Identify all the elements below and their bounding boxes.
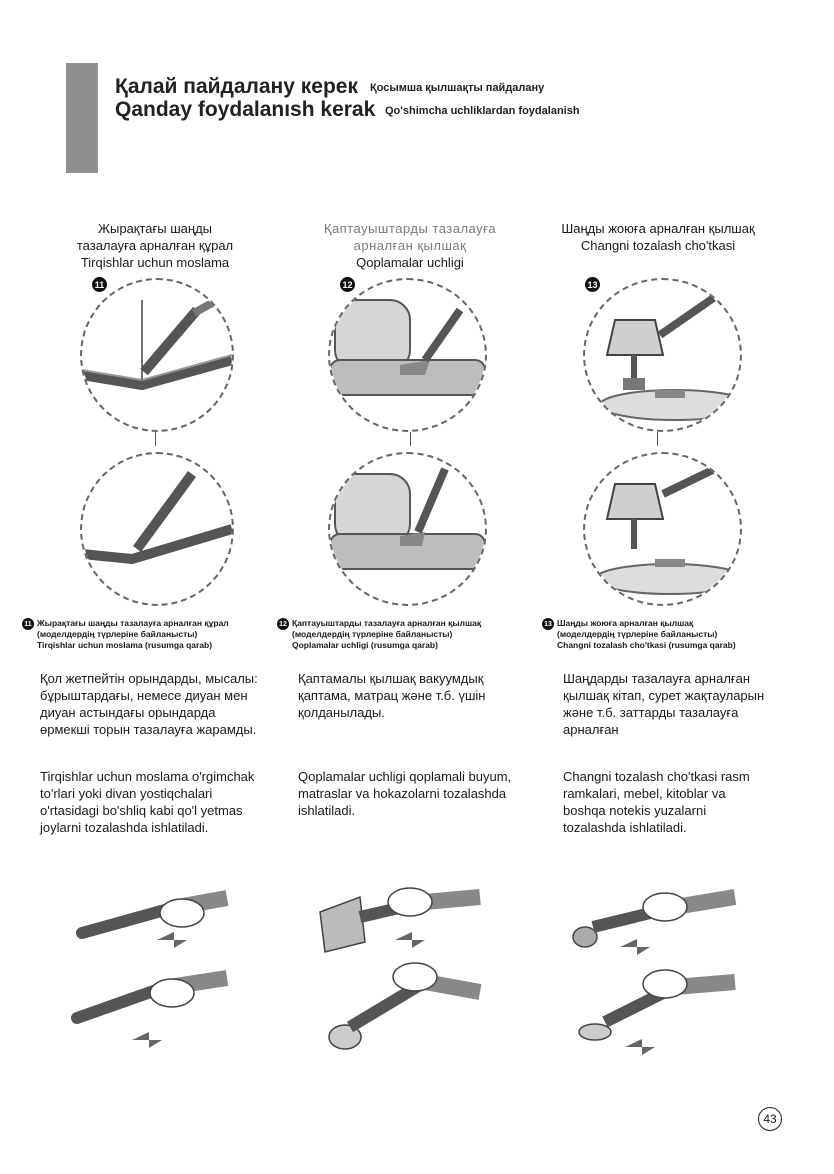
tool-13-description-kz: Шаңдарды тазалауға арналған қылшақ кітап, сурет жақтауларын және т.б. заттарды тазалауға арналған bbox=[563, 671, 765, 737]
tool-11-caption-badge: 11 bbox=[22, 618, 34, 630]
tool-12-number-badge: 12 bbox=[340, 277, 355, 292]
page-number: 43 bbox=[758, 1107, 782, 1131]
connector-line bbox=[155, 432, 156, 446]
dusting-brush-lamp-illustration bbox=[583, 278, 742, 432]
page-subtitle-uz: Qo'shimcha uchliklardan foydalanish bbox=[385, 105, 580, 117]
tool-11-description-uz: Tirqishlar uchun moslama o'rgimchak to'rlari yoki divan yostiqchalari o'rtasidagi bo'shliq kabi qo'l yetmas joylarni tozalashda ishlatiladi. bbox=[40, 769, 255, 835]
crevice-tool-corner-illustration bbox=[80, 278, 234, 432]
header-sidebar-bar bbox=[66, 63, 98, 173]
tool-12-caption: 12 Қаптауыштарды тазалауға арналған қылшақ (моделдердің түрлеріне байланысты) Qoplamalar uchligi (rusumga qarab) bbox=[277, 618, 481, 651]
dusting-brush-table-illustration bbox=[583, 452, 742, 606]
tool-13-label: Шаңды жоюға арналған қылшақ Changni tozalash cho'tkasi bbox=[561, 221, 755, 253]
tool-13-caption: 13 Шаңды жоюға арналған қылшақ (моделдердің түрлеріне байланысты) Changni tozalash cho'tkasi (rusumga qarab) bbox=[542, 618, 736, 651]
tool-12-description-kz: Қаптамалы қылшақ вакуумдық қаптама, матрац және т.б. үшін қолданылады. bbox=[298, 671, 486, 720]
upholstery-tool-attach-illustration bbox=[305, 872, 485, 1062]
page-title-uz: Qanday foydalanısh kerak bbox=[115, 98, 376, 121]
tool-13-description-uz: Changni tozalash cho'tkasi rasm ramkalari, mebel, kitoblar va boshqa notekis yuzalarni tozalashda ishlatiladi. bbox=[563, 769, 750, 835]
dusting-brush-attach-illustration bbox=[565, 872, 740, 1057]
tool-11-caption: 11 Жырақтағы шаңды тазалауға арналған құрал (моделдердің түрлеріне байланысты) Tirqishlar uchun moslama (rusumga qarab) bbox=[22, 618, 229, 651]
tool-11-description-kz: Қол жетпейтін орындарды, мысалы: бұрыштардағы, немесе диуан мен диуан астындағы орындарда өрмекші торын тазалауға жарамды. bbox=[40, 671, 258, 737]
tool-13-caption-badge: 13 bbox=[542, 618, 554, 630]
page-title-kz: Қалай пайдалану керек bbox=[115, 75, 358, 98]
tool-11-number-badge: 11 bbox=[92, 277, 107, 292]
crevice-tool-attach-illustration bbox=[62, 878, 232, 1058]
crevice-tool-floor-illustration bbox=[80, 452, 234, 606]
upholstery-tool-sofa-illustration bbox=[328, 278, 487, 432]
tool-12-description-uz: Qoplamalar uchligi qoplamali buyum, matraslar va hokazolarni tozalashda ishlatiladi. bbox=[298, 769, 512, 818]
connector-line bbox=[657, 432, 658, 446]
tool-11-label: Жырақтағы шаңды тазалауға арналған құрал Tirqishlar uchun moslama bbox=[76, 221, 234, 270]
upholstery-tool-cushion-illustration bbox=[328, 452, 487, 606]
page-subtitle-kz: Қосымша қылшақты пайдалану bbox=[370, 82, 545, 94]
tool-12-caption-badge: 12 bbox=[277, 618, 289, 630]
connector-line bbox=[410, 432, 411, 446]
tool-13-number-badge: 13 bbox=[585, 277, 600, 292]
tool-12-label: Қаптауыштарды тазалауға арналған қылшақ Qoplamalar uchligi bbox=[323, 221, 497, 270]
